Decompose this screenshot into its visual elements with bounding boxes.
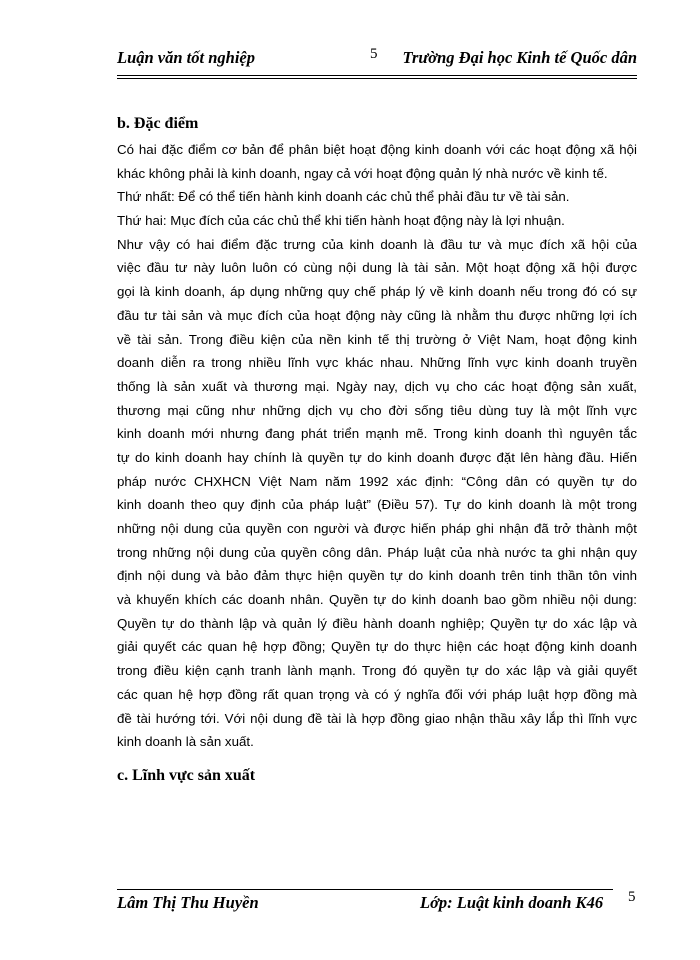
paragraph-line: Quyền tự do thành lập và quản lý điều hành doanh nghiệp; Quyền tự do xác lập và — [117, 615, 637, 631]
paragraph-line: giải quyết các quan hệ hợp đồng; Quyền tự do thực hiện các hoạt động kinh doanh — [117, 639, 637, 655]
paragraph-line: các quan hệ hợp đồng rất quan trọng và có ý nghĩa đối với pháp luật hợp đồng mà — [117, 686, 637, 702]
footer-page-number: 5 — [628, 889, 636, 905]
paragraph-line: việc đầu tư này luôn luôn có cùng nội dung là tài sản. Một hoạt động xã hội được — [117, 260, 637, 276]
paragraph-line: kinh doanh là sản xuất. — [117, 734, 254, 750]
paragraph-line: trong những nội dung của quyền công dân. Pháp luật của nhà nước ta ghi nhận quy — [117, 544, 637, 560]
paragraph-line: định nội dung và bảo đảm thực hiện quyền tự do kinh doanh trên tinh thần tôn vinh — [117, 568, 637, 584]
header-page-number: 5 — [370, 46, 378, 62]
paragraph-line: kinh doanh mới nhưng đang phát triển mạnh mẽ. Trong kinh doanh thì nguyên tắc — [117, 426, 637, 442]
paragraph-line: đầu tư tài sản và mục đích của hoạt động này cũng là nhằm thu được những lợi ích — [117, 307, 637, 323]
paragraph-line: Thứ nhất: Để có thể tiến hành kinh doanh các chủ thể phải đầu tư về tài sản. — [117, 189, 570, 205]
paragraph-line: khác không phải là kinh doanh, ngay cả với hoạt động quản lý nhà nước về kinh tế. — [117, 165, 608, 181]
section-b-heading: b. Đặc điểm — [117, 115, 199, 132]
section-c-heading: c. Lĩnh vực sản xuất — [117, 766, 256, 784]
paragraph-line: đề tài hướng tới. Với nội dung đề tài là hợp đồng giao nhận thầu xây lắp thì lĩnh vực — [117, 710, 637, 726]
header-rule — [117, 75, 637, 76]
page-footer — [117, 889, 637, 917]
footer-class: Lớp: Luật kinh doanh K46 — [420, 893, 604, 912]
footer-rule — [117, 889, 613, 890]
header-thesis-title: Luận văn tốt nghiệp — [117, 48, 255, 67]
document-body — [117, 112, 637, 788]
paragraph-line: Có hai đặc điểm cơ bản để phân biệt hoạt động kinh doanh với các hoạt động xã hội — [117, 142, 637, 157]
page-header — [117, 48, 637, 72]
footer-author: Lâm Thị Thu Huyền — [117, 893, 259, 912]
paragraph-line: về tài sản. Trong điều kiện của nền kinh tế thị trường ở Việt Nam, hoạt động kinh — [117, 331, 637, 347]
header-university: Trường Đại học Kinh tế Quốc dân — [402, 48, 637, 67]
paragraph-line: thương mại cũng như những dịch vụ cho đời sống tiêu dùng tuy là một lĩnh vực — [117, 402, 637, 418]
paragraph-line: và khuyến khích các doanh nhân. Quyền tự do kinh doanh bao gồm nhiều nội dung: — [117, 592, 637, 608]
paragraph-line: những nội dung của quyền con người và được hiến pháp ghi nhận đã trở thành một — [117, 521, 637, 536]
paragraph-line: doanh diễn ra trong nhiều lĩnh vực khác nhau. Những lĩnh vực kinh doanh truyền — [117, 355, 637, 371]
paragraph-line: tự do kinh doanh hay chính là quyền tự do kinh doanh được đặt lên hàng đầu. Hiến — [117, 449, 637, 465]
paragraph-line: Như vậy có hai điểm đặc trưng của kinh doanh là đầu tư và mục đích xã hội của — [117, 236, 637, 252]
paragraph-line: pháp nước CHXHCN Việt Nam năm 1992 xác định: “Công dân có quyền tự do — [117, 473, 637, 489]
header-rule-thin — [117, 78, 637, 79]
paragraph-line: trong điều kiện cạnh tranh lành mạnh. Trong đó quyền tự do xác lập và giải quyết — [117, 663, 637, 679]
paragraph-line: thống là sản xuất và thương mại. Ngày nay, dịch vụ cho các hoạt động sản xuất, — [117, 378, 637, 394]
paragraph-line: gọi là kinh doanh, áp dụng những quy chế pháp lý về kinh doanh nếu trong đó có sự — [117, 284, 637, 300]
paragraph-line: kinh doanh theo quy định của pháp luật” (Điều 57). Tự do kinh doanh là một trong — [117, 497, 637, 513]
paragraph-line: Thứ hai: Mục đích của các chủ thể khi tiến hành hoạt động này là lợi nhuận. — [117, 213, 565, 229]
